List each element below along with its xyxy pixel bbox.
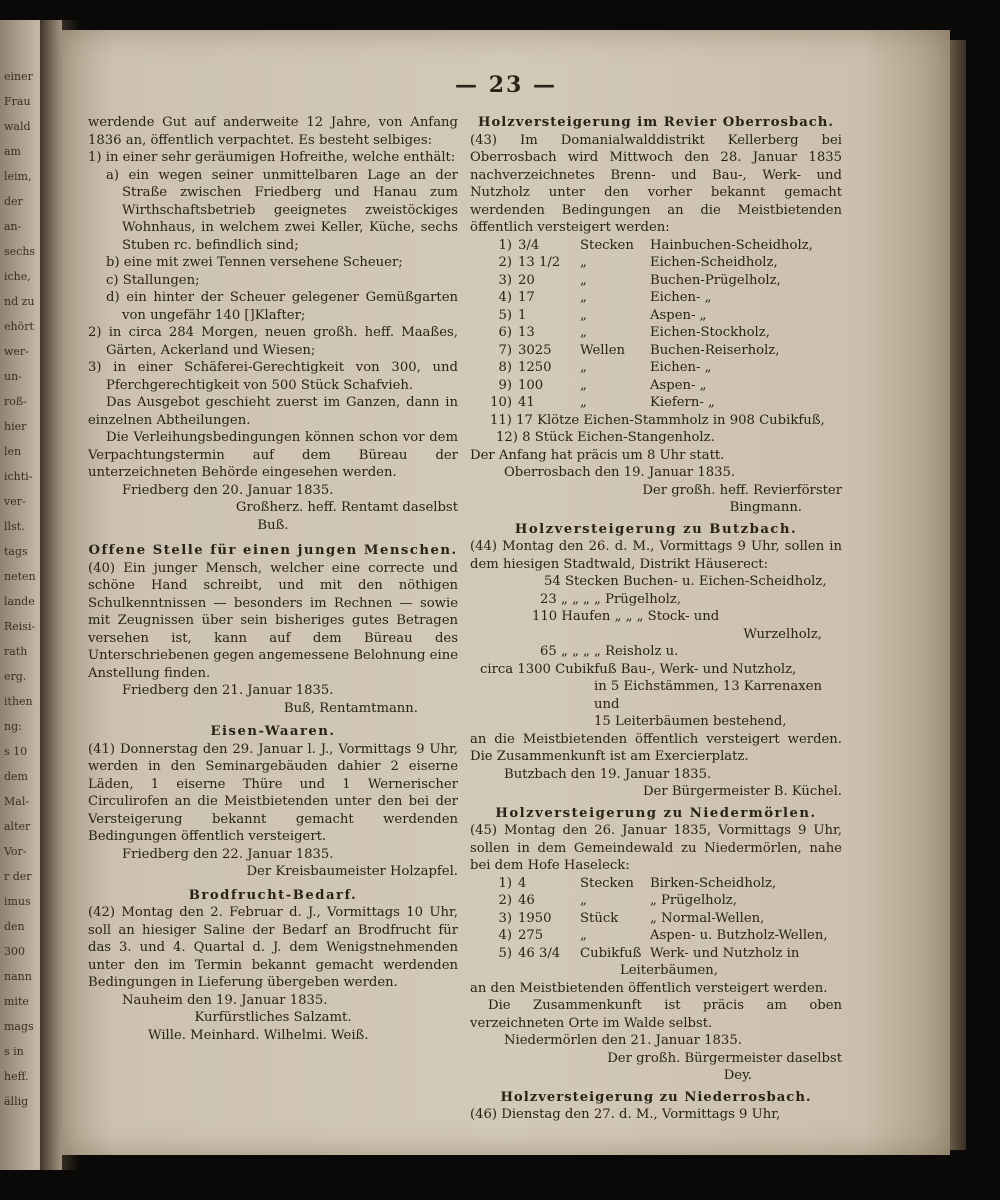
margin-fragment: Reisi- xyxy=(4,620,36,633)
notice-43-item-t: Eichen-Stockholz, xyxy=(650,325,770,340)
notice-40-date: Friedberg den 21. Januar 1835. xyxy=(122,683,334,698)
notice-43-item-row xyxy=(470,307,842,325)
lease-item-1b: b) eine mit zwei Tennen versehene Scheuer; xyxy=(106,255,403,270)
notice-43-item-n: 8) xyxy=(498,360,512,375)
notice-46-body: (46) Dienstag den 27. d. M., Vormittags 9 Uhr, xyxy=(470,1107,781,1122)
notice-45-item-u: „ xyxy=(580,893,587,908)
notice-45-item-u: Stück xyxy=(580,910,619,926)
notice-45-item-q: 1950 xyxy=(518,910,552,926)
margin-fragment: len xyxy=(4,445,22,458)
margin-fragment: der xyxy=(4,195,23,208)
notice-43-item-11: 11) 17 Klötze Eichen-Stammholz in 908 Cubikfuß, xyxy=(490,412,825,428)
notice-43-item-t: Hainbuchen-Scheidholz, xyxy=(650,237,813,253)
notice-45-item-u: Stecken xyxy=(580,875,634,891)
lease-signature: Buß. xyxy=(257,517,289,533)
margin-fragment: s 10 xyxy=(4,745,28,758)
notice-45-item-n: 4) xyxy=(498,928,512,943)
margin-fragment: ithen xyxy=(4,695,33,708)
notice-43-date: Oberrosbach den 19. Januar 1835. xyxy=(504,465,736,480)
notice-44-line-a: 54 Stecken Buchen- u. Eichen-Scheidholz, xyxy=(544,574,827,589)
margin-fragment: rath xyxy=(4,645,28,658)
notice-43-heading: Holzversteigerung im Revier Oberrosbach. xyxy=(478,115,834,130)
notice-43-item-q: 3/4 xyxy=(518,237,540,253)
lease-authority: Großherz. heff. Rentamt daselbst xyxy=(235,500,458,515)
notice-42-signature: Wille. Meinhard. Wilhelmi. Weiß. xyxy=(148,1027,369,1043)
notice-45-item-q: 4 xyxy=(518,875,527,891)
notice-43-item-row xyxy=(470,289,842,307)
notice-43-body: (43) Im Domanialwalddistrikt Kellerberg bei Oberrosbach wird Mittwoch den 28. Januar 1835 nachverzeichnetes Brenn- und Bau-, Werk- und Nutzholz unter den vorher bekannt gemacht werdenden Bedingungen an die Meistbietenden öffentlich versteigert werden: xyxy=(470,132,842,235)
notice-43-item-t: Eichen-Scheidholz, xyxy=(650,255,778,270)
notice-43-item-q: 41 xyxy=(518,395,535,410)
notice-45-item-row xyxy=(470,875,842,893)
margin-fragment: Mal- xyxy=(4,795,30,808)
notice-44-line-c2: Wurzelholz, xyxy=(743,626,822,642)
margin-fragment: alter xyxy=(4,820,31,833)
notice-43-item-row xyxy=(470,237,842,255)
margin-fragment: am xyxy=(4,145,21,158)
margin-fragment: Frau xyxy=(4,95,31,108)
notice-43-item-t: Aspen- „ xyxy=(650,377,707,393)
notice-44-signature: Der Bürgermeister B. Küchel. xyxy=(642,784,842,799)
notice-43-item-q: 1 xyxy=(518,307,527,323)
notice-40-signature: Buß, Rentamtmann. xyxy=(283,700,418,716)
notice-43-item-n: 4) xyxy=(498,290,512,305)
notice-43-item-row xyxy=(470,342,842,360)
notice-42-authority: Kurfürstliches Salzamt. xyxy=(194,1010,352,1025)
notice-44-line-e2: in 5 Eichstämmen, 13 Karrenaxen und xyxy=(594,679,823,712)
notice-44-line-e: circa 1300 Cubikfuß Bau-, Werk- und Nutzholz, xyxy=(480,661,797,677)
notice-45-item-q: 46 3/4 xyxy=(518,945,561,961)
notice-43-item-u: Stecken xyxy=(580,237,634,253)
notice-45-item-q: 275 xyxy=(518,928,544,943)
notice-40-heading: Offene Stelle für einen jungen Menschen. xyxy=(88,543,458,558)
notice-43-item-row xyxy=(470,324,842,342)
notice-41-heading: Eisen-Waaren. xyxy=(210,724,336,739)
notice-45-list-cont: Leiterbäumen, xyxy=(620,963,718,978)
notice-43-item-row xyxy=(470,377,842,395)
notice-44-heading: Holzversteigerung zu Butzbach. xyxy=(514,521,798,537)
notice-45-item-t: „ Normal-Wellen, xyxy=(650,910,765,926)
notice-43-item-u: „ xyxy=(580,395,587,410)
margin-fragment: einer xyxy=(4,70,33,83)
notice-45-item-t: Birken-Scheidholz, xyxy=(650,875,777,891)
notice-43-item-q: 13 xyxy=(518,325,535,340)
lease-ausgebot: Das Ausgebot geschieht zuerst im Ganzen, dann in einzelnen Abtheilungen. xyxy=(88,395,458,428)
notice-43-item-row xyxy=(470,254,842,272)
notice-43-item-q: 13 1/2 xyxy=(518,255,561,270)
margin-fragment: un- xyxy=(4,370,22,383)
notice-43-item-u: „ xyxy=(580,360,587,375)
margin-fragment: wer- xyxy=(4,345,29,358)
notice-43-item-t: Kiefern- „ xyxy=(650,395,715,410)
notice-43-item-n: 10) xyxy=(490,395,512,410)
lease-conditions: Die Verleihungsbedingungen können schon vor dem Verpachtungstermin auf dem Büreau der unterzeichneten Behörde eingesehen werden. xyxy=(88,430,458,480)
notice-45-authority: Der großh. Bürgermeister daselbst xyxy=(607,1050,842,1066)
notice-45-end: an den Meistbietenden öffentlich versteigert werden. xyxy=(470,980,828,996)
newspaper-page xyxy=(62,30,950,1155)
lease-date: Friedberg den 20. Januar 1835. xyxy=(122,482,334,498)
notice-43-item-row xyxy=(470,394,842,412)
notice-45-heading: Holzversteigerung zu Niedermörlen. xyxy=(495,805,817,821)
notice-40-body: (40) Ein junger Mensch, welcher eine correcte und schöne Hand schreibt, und mit den nöthigen Schulkenntnissen — besonders im Rechnen — sowie mit Zeugnissen über sein bisheriges gutes Betragen versehen ist, kann auf dem Büreau des Unterschriebenen gegen angemessene Belohnung eine Anstellung finden. xyxy=(88,560,458,681)
notice-43-item-u: „ xyxy=(580,325,587,340)
notice-43-list xyxy=(470,237,842,412)
notice-42-body: (42) Montag den 2. Februar d. J., Vormittags 10 Uhr, soll an hiesiger Saline der Bedarf an Brodfrucht für das 3. und 4. Quartal d. J. dem Wenigstnehmenden unter den im Termin bekannt gemacht werdenden Bedingungen in Lieferung übergeben werden. xyxy=(88,905,458,990)
notice-41-date: Friedberg den 22. Januar 1835. xyxy=(122,846,334,862)
notice-43-start: Der Anfang hat präcis um 8 Uhr statt. xyxy=(470,447,725,463)
lease-intro: werdende Gut auf anderweite 12 Jahre, von Anfang 1836 an, öffentlich verpachtet. Es besteht selbiges: xyxy=(88,115,458,148)
notice-43-item-n: 9) xyxy=(498,377,512,393)
margin-fragment: imus xyxy=(4,895,31,908)
notice-43-item-12: 12) 8 Stück Eichen-Stangenholz. xyxy=(496,430,715,445)
margin-fragment: 300 xyxy=(4,945,25,958)
margin-fragment: wald xyxy=(4,120,31,133)
margin-fragment: iche, xyxy=(4,270,31,283)
margin-fragment: ällig xyxy=(4,1095,29,1108)
notice-43-item-n: 6) xyxy=(498,325,512,340)
margin-fragment: tags xyxy=(4,545,28,558)
margin-fragment: mite xyxy=(4,995,29,1008)
notice-45-list xyxy=(470,875,842,963)
lease-item-1c: c) Stallungen; xyxy=(106,272,200,288)
page-stack-edge xyxy=(948,40,966,1150)
lease-item-2: 2) in circa 284 Morgen, neuen großh. heff. Maaßes, Gärten, Ackerland und Wiesen; xyxy=(88,325,458,358)
left-column xyxy=(88,114,458,1044)
notice-44-line-e3: 15 Leiterbäumen bestehend, xyxy=(594,714,787,729)
notice-44-line-c: 110 Haufen „ „ „ Stock- und xyxy=(532,609,720,624)
notice-42-date: Nauheim den 19. Januar 1835. xyxy=(122,992,328,1008)
notice-45-item-n: 3) xyxy=(498,910,512,926)
notice-45-item-t: Werk- und Nutzholz in xyxy=(650,945,800,961)
margin-fragment: r der xyxy=(4,870,32,883)
lease-item-1a: a) ein wegen seiner unmittelbaren Lage an der Straße zwischen Friedberg und Hanau zum Wirthschaftsbetrieb geeignetes zweistöckiges Wohnhaus, in welchem zwei Keller, Küche, sechs Stuben rc. befindlich sind; xyxy=(106,167,458,253)
margin-fragment: an- xyxy=(4,220,22,233)
margin-fragment: nd zu xyxy=(4,295,35,308)
notice-43-item-q: 3025 xyxy=(518,342,552,358)
notice-45-item-row xyxy=(470,910,842,928)
notice-45-item-row xyxy=(470,927,842,945)
notice-43-item-u: „ xyxy=(580,290,587,305)
lease-item-3: 3) in einer Schäferei-Gerechtigkeit von 300, und Pferchgerechtigkeit von 500 Stück Schafvieh. xyxy=(88,360,458,393)
notice-43-item-n: 1) xyxy=(498,237,512,253)
notice-43-item-n: 7) xyxy=(498,342,512,358)
notice-43-item-q: 100 xyxy=(518,377,544,393)
notice-45-item-t: Aspen- u. Butzholz-Wellen, xyxy=(650,928,828,943)
notice-43-item-t: Eichen- „ xyxy=(650,290,712,305)
notice-44-line-b: 23 „ „ „ „ Prügelholz, xyxy=(540,591,681,607)
notice-41-body: (41) Donnerstag den 29. Januar l. J., Vormittags 9 Uhr, werden in den Seminargebäuden dahier 2 eiserne Läden, 1 eiserne Thüre und 1 Wernerischer Circulirofen an die Meistbietenden unter den bei der Versteigerung bekannt gemacht werdenden Bedingungen öffentlich versteigert. xyxy=(88,741,458,844)
notice-44-line-d: 65 „ „ „ „ Reisholz u. xyxy=(540,644,679,659)
margin-fragment: nann xyxy=(4,970,32,983)
margin-fragment: sechs xyxy=(4,245,36,258)
page-number: — 23 — xyxy=(455,72,557,98)
notice-43-authority: Der großh. heff. Revierförster xyxy=(642,482,842,498)
margin-fragment: mags xyxy=(4,1020,34,1033)
notice-43-signature: Bingmann. xyxy=(729,500,802,515)
notice-43-item-t: Aspen- „ xyxy=(650,307,707,323)
notice-43-item-n: 3) xyxy=(498,272,512,288)
notice-45-item-u: Cubikfuß xyxy=(580,945,642,961)
lease-item-1d: d) ein hinter der Scheuer gelegener Gemüßgarten von ungefähr 140 []Klafter; xyxy=(106,290,458,323)
notice-41-signature: Der Kreisbaumeister Holzapfel. xyxy=(246,864,458,879)
notice-45-item-q: 46 xyxy=(518,893,535,908)
notice-44-body: (44) Montag den 26. d. M., Vormittags 9 Uhr, sollen in dem hiesigen Stadtwald, Distrikt Häuserect: xyxy=(470,539,842,572)
lease-item-1: 1) in einer sehr geräumigen Hofreithe, welche enthält: xyxy=(88,150,456,165)
notice-45-date: Niedermörlen den 21. Januar 1835. xyxy=(504,1033,742,1048)
margin-fragment: heff. xyxy=(4,1070,29,1083)
margin-fragment: roß- xyxy=(4,395,27,408)
margin-fragment: dem xyxy=(4,770,28,783)
margin-fragment: ehört xyxy=(4,320,34,333)
margin-fragment: hier xyxy=(4,420,27,433)
notice-43-item-n: 5) xyxy=(498,307,512,323)
notice-44-end: an die Meistbietenden öffentlich versteigert werden. Die Zusammenkunft ist am Exercierplatz. xyxy=(470,731,842,764)
notice-43-item-u: „ xyxy=(580,255,587,270)
margin-fragment: s in xyxy=(4,1045,24,1058)
notice-43-item-u: „ xyxy=(580,272,587,288)
notice-43-item-u: „ xyxy=(580,377,587,393)
notice-45-body: (45) Montag den 26. Januar 1835, Vormittags 9 Uhr, sollen in dem Gemeindewald zu Niedermörlen, nahe bei dem Hofe Haseleck: xyxy=(470,823,842,873)
margin-fragment: ver- xyxy=(4,495,26,508)
margin-fragment: leim, xyxy=(4,170,32,183)
notice-43-item-n: 2) xyxy=(498,255,512,270)
notice-43-item-q: 20 xyxy=(518,272,535,288)
notice-42-heading: Brodfrucht-Bedarf. xyxy=(188,887,358,903)
notice-46-heading: Holzversteigerung zu Niederrosbach. xyxy=(500,1089,812,1105)
notice-43-item-q: 1250 xyxy=(518,360,552,375)
notice-45-item-n: 5) xyxy=(498,945,512,961)
margin-fragment: erg. xyxy=(4,670,27,683)
notice-43-item-row xyxy=(470,359,842,377)
notice-45-item-row xyxy=(470,945,842,963)
notice-43-item-t: Eichen- „ xyxy=(650,360,712,375)
notice-43-item-t: Buchen-Reiserholz, xyxy=(650,342,780,358)
notice-43-item-q: 17 xyxy=(518,290,535,305)
notice-43-item-u: „ xyxy=(580,307,587,323)
margin-fragment: neten xyxy=(4,570,36,583)
notice-45-item-row xyxy=(470,892,842,910)
notice-43-item-t: Buchen-Prügelholz, xyxy=(650,272,781,288)
notice-43-item-u: Wellen xyxy=(580,342,626,358)
margin-fragment: llst. xyxy=(4,520,25,533)
margin-fragment: lande xyxy=(4,595,35,608)
notice-45-meeting: Die Zusammenkunft ist präcis am oben verzeichneten Orte im Walde selbst. xyxy=(470,998,842,1031)
margin-fragment: ng: xyxy=(4,720,22,733)
notice-45-item-t: „ Prügelholz, xyxy=(650,893,737,908)
margin-fragment: ichti- xyxy=(4,470,33,483)
margin-fragment: den xyxy=(4,920,25,933)
margin-fragment: Vor- xyxy=(4,845,27,858)
notice-43-item-row xyxy=(470,272,842,290)
notice-44-date: Butzbach den 19. Januar 1835. xyxy=(504,766,712,782)
right-column xyxy=(470,114,842,1124)
notice-45-item-u: „ xyxy=(580,928,587,943)
notice-45-item-n: 1) xyxy=(498,875,512,891)
notice-45-signature: Dey. xyxy=(723,1068,752,1083)
notice-45-item-n: 2) xyxy=(498,893,512,908)
